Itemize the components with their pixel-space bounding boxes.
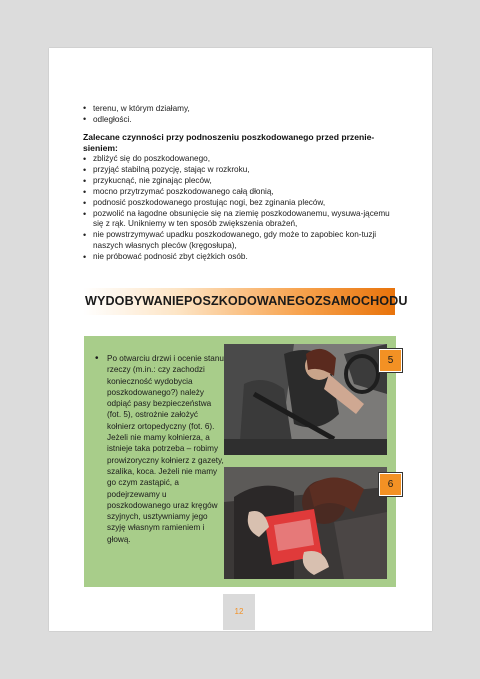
photo-number-badge: 5 [379,349,402,372]
photo-seatbelt [224,344,387,455]
list-item: • przykucnąć, nie zginając pleców, [83,176,401,187]
top-bullet-list [83,103,403,126]
list-item: • zbliżyć się do poszkodowanego, [83,154,401,165]
page-number: 12 [234,607,244,616]
list-item: • mocno przytrzymać poszkodowanego całą dłonią, [83,187,401,198]
photo-seatbelt-illustration [224,344,387,455]
section-title: WYDOBYWANIEPOSZKODOWANEGOZSAMOCHODU [85,294,408,308]
list-item: • przyjąć stabilną pozycję, stając w rozkroku, [83,165,401,176]
info-box [84,336,396,587]
info-box-list [95,353,225,545]
list-item: • odległości. [83,114,403,125]
section-title-bar [83,288,408,315]
list-item: • nie próbować podnosić zbyt ciężkich osób. [83,252,401,263]
info-box-text: • Po otwarciu drzwi i ocenie stanu rzeczy (m.in.: czy zachodzi konieczność wydobycia poszkodowanego?) należy odpiąć pasy bezpieczeństwa (fot. 5), ostrożnie założyć kołnierz ortopedyczny (fot. 6). Jeżeli nie mamy kołnierza, a istnieje taka potrzeba – robimy prowizoryczny kołnierz z gazety, szalika, koca. Jeżeli nie mamy go czym zastąpić, a podejrzewamy u poszkodowanego uraz kręgów szyjnych, usztywniamy jego szyję własnym ramieniem i głową. [95,353,225,545]
list-item: • nie powstrzymywać upadku poszkodowanego, gdy może to zapobiec kon-tuzji naszych własnych pleców (kręgosłupa), [83,230,401,252]
steps-list [83,154,401,263]
list-item: • pozwolić na łagodne obsunięcie się na ziemię poszkodowanemu, wysuwa-jącemu się z rąk. Unikniemy w ten sposób zwiększenia obrażeń, [83,209,401,231]
recommendations-heading: Zalecane czynności przy podnoszeniu poszkodowanego przed przenie-sieniem: [83,132,375,153]
photo-cervical-collar [224,467,387,579]
photo-cervical-collar-illustration [224,467,387,579]
list-item: • podnosić poszkodowanego prostując nogi, bez zginania pleców, [83,198,401,209]
photo-number-badge: 6 [379,473,402,496]
list-item: • terenu, w którym działamy, [83,103,403,114]
page-number-tab [223,594,255,630]
